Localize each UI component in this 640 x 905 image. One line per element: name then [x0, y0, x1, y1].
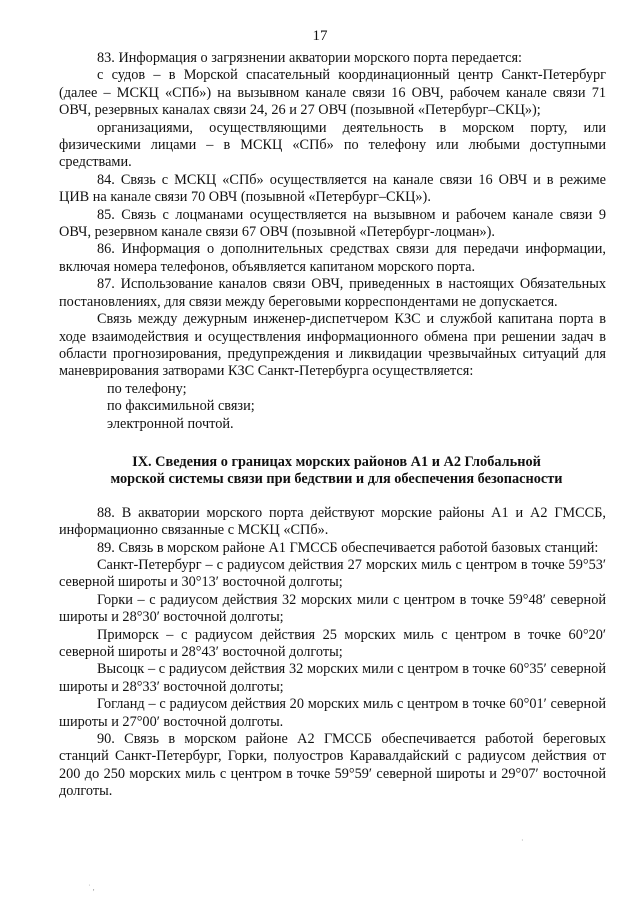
- list-item-email: электронной почтой.: [107, 415, 234, 432]
- paragraph-kzs-communication: Связь между дежурным инженер-диспетчером КЗС и службой капитана порта в ходе взаимодействия и осуществления информационного обмена при решении задач в области прогнозирования, предупреждения и ликвидации чрезвычайных ситуаций для маневрирования затворами КЗС Санкт-Петербурга осуществляется:: [59, 311, 606, 380]
- paragraph-90: 90. Связь в морском районе А2 ГМССБ обеспечивается работой береговых станций Санкт-Петербург, Горки, полуостров Каравалдайский с радиусом действия от 200 до 250 морских миль с центром в точке 59°59′ северной широты и 29°07′ восточной долготы.: [59, 731, 606, 800]
- station-primorsk: Приморск – с радиусом действия 25 морских миль с центром в точке 60°20′ северной широты и 28°43′ восточной долготы;: [59, 626, 606, 660]
- paragraph-86: 86. Информация о дополнительных средствах связи для передачи информации, включая номера телефонов, объявляется капитаном морского порта.: [59, 241, 606, 275]
- paragraph-89: 89. Связь в морском районе А1 ГМССБ обеспечивается работой базовых станций:: [97, 539, 599, 556]
- paragraph-85: 85. Связь с лоцманами осуществляется на вызывном и рабочем канале связи 9 ОВЧ, резервном канале связи 67 ОВЧ (позывной «Петербург-лоцман»).: [59, 206, 606, 241]
- scan-speck: ·: [521, 836, 524, 845]
- paragraph-87: 87. Использование каналов связи ОВЧ, приведенных в настоящих Обязательных постановлениях, для связи между береговыми корреспондентами не допускается.: [59, 276, 606, 310]
- page-number: 17: [312, 28, 328, 44]
- paragraph-88: 88. В акватории морского порта действуют морские районы А1 и А2 ГМССБ, информационно связанные с МСКЦ «СПб».: [59, 504, 606, 539]
- paragraph-83: 83. Информация о загрязнении акватории морского порта передается:: [97, 50, 523, 66]
- station-gogland: Гогланд – с радиусом действия 20 морских миль с центром в точке 60°01′ северной широты и 27°00′ восточной долготы.: [59, 696, 606, 730]
- paragraph-from-ships: с судов – в Морской спасательный координационный центр Санкт-Петербург (далее – МСКЦ «СПб») на вызывном канале связи 16 ОВЧ, рабочем канале связи 71 ОВЧ, резервных каналах связи 24, 26 и 27 ОВЧ (позывной «Петербург–СКЦ»);: [59, 67, 606, 119]
- paragraph-from-organizations: организациями, осуществляющими деятельность в морском порту, или физическими лицами – в МСКЦ «СПб» по телефону или любыми доступными средствами.: [59, 119, 606, 171]
- list-item-phone: по телефону;: [107, 380, 187, 397]
- station-vysotsk: Высоцк – с радиусом действия 32 морских мили с центром в точке 60°35′ северной широты и 28°33′ восточной долготы;: [59, 661, 606, 695]
- scan-speck: ˙ ,: [88, 883, 95, 892]
- document-body: [59, 50, 606, 801]
- station-gorki: Горки – с радиусом действия 32 морских мили с центром в точке 59°48′ северной широты и 28°30′ восточной долготы;: [59, 591, 606, 626]
- station-saint-petersburg: Санкт-Петербург – с радиусом действия 27 морских миль с центром в точке 59°53′ северной широты и 30°13′ восточной долготы;: [59, 556, 606, 591]
- section-heading: IX. Сведения о границах морских районов А1 и А2 Глобальной морской системы связи при бедствии и для обеспечения безопасности: [110, 453, 563, 488]
- paragraph-84: 84. Связь с МСКЦ «СПб» осуществляется на канале связи 16 ОВЧ и в режиме ЦИВ на канале связи 70 ОВЧ (позывной «Петербург–СКЦ»).: [59, 171, 606, 206]
- list-item-fax: по факсимильной связи;: [107, 398, 255, 415]
